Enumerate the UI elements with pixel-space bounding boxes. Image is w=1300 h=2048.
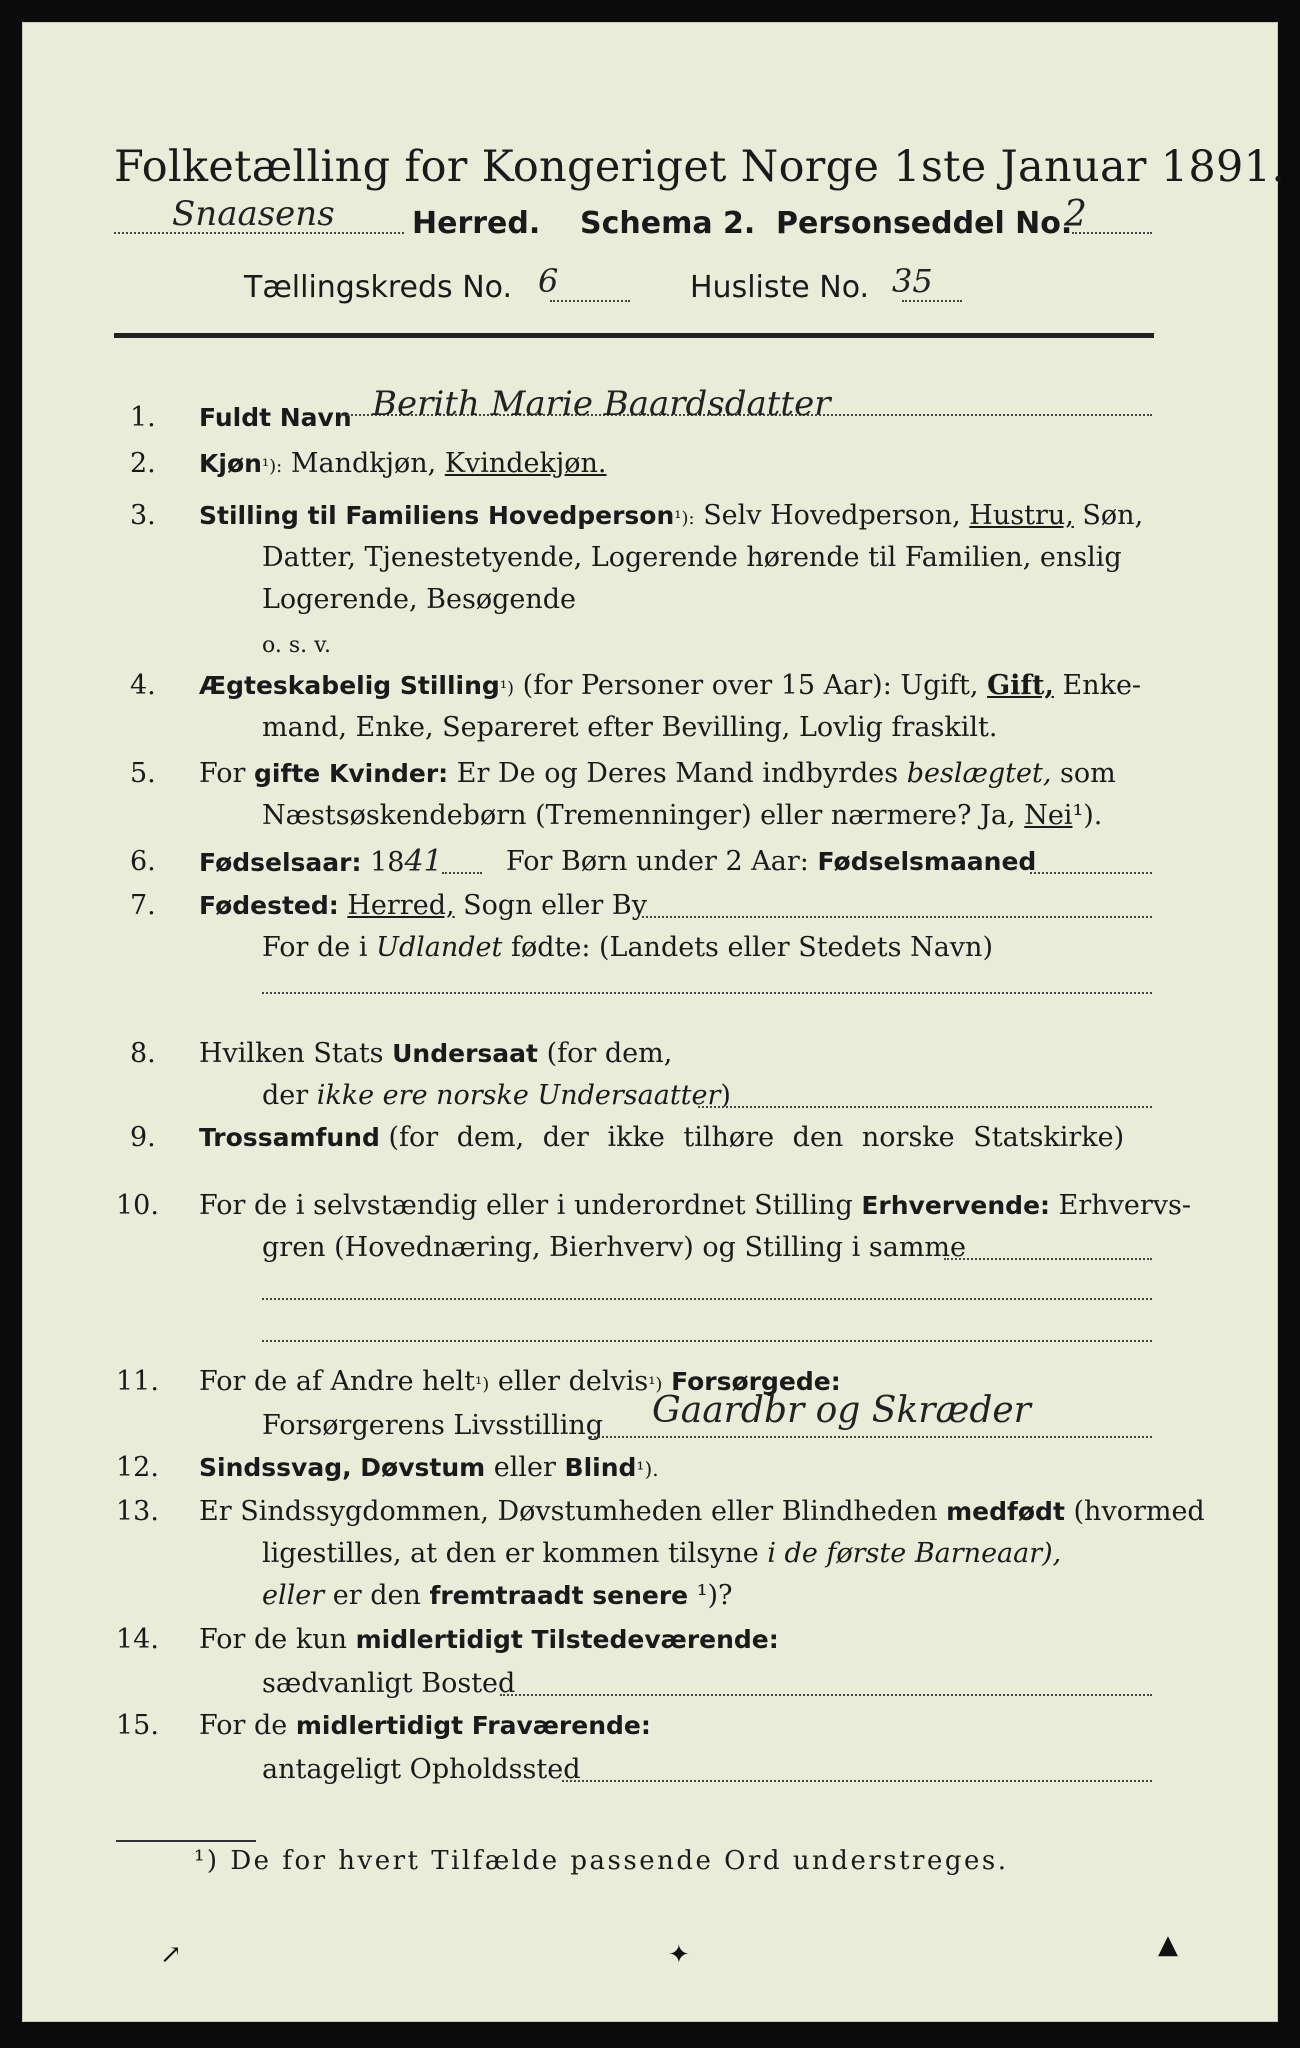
religion-label: Trossamfund <box>199 1123 380 1152</box>
item-number: 6. <box>130 846 156 877</box>
birthplace-label: Fødested: <box>199 891 339 920</box>
text: For de i selvstændig eller i underordnet Stilling <box>199 1190 853 1221</box>
birth-year-label: Fødselsaar: <box>199 848 362 877</box>
text: der <box>262 1080 309 1111</box>
item-12-text <box>199 1450 659 1487</box>
option-herred: Herred, <box>347 890 455 921</box>
text: For de kun <box>199 1624 347 1655</box>
provider-occupation-value: Gaardbr og Skræder <box>652 1390 1031 1431</box>
sup: ¹): <box>261 456 283 477</box>
text: ¹). <box>1072 800 1103 831</box>
herred-label: Herred. <box>412 206 541 241</box>
citizenship-label: Undersaat <box>392 1039 538 1068</box>
item-9-text <box>199 1120 1124 1156</box>
temporary-absent-label: midlertidigt Fraværende: <box>295 1711 651 1740</box>
item-2-text <box>199 446 606 485</box>
item-8-line-1 <box>199 1036 672 1072</box>
occupation-dotline-3 <box>262 1340 1152 1342</box>
sex-label: Kjøn <box>199 449 262 478</box>
option-text: (for Personer over 15 Aar): Ugift, <box>522 670 979 701</box>
acquired-later-label: fremtraadt senere <box>429 1581 689 1610</box>
option-text: Søn, <box>1082 500 1144 531</box>
birth-year-prefix: 18 <box>370 847 405 878</box>
birth-month-dotline <box>1030 872 1152 874</box>
sex-option-female: Kvindekjøn. <box>444 448 607 479</box>
option-text: Enke- <box>1062 670 1142 701</box>
dependents-label: Forsørgede: <box>671 1367 841 1396</box>
married-women-label: gifte Kvinder: <box>254 759 449 788</box>
family-position-label: Stilling til Familiens Hovedperson <box>199 501 675 530</box>
text: Er Sindssygdommen, Døvstumheden eller Blindheden <box>199 1496 938 1527</box>
text: For <box>199 758 246 789</box>
text: beslægtet, <box>906 758 1052 789</box>
full-name-value: Berith Marie Baardsdatter <box>372 384 831 424</box>
text <box>262 1078 731 1114</box>
item-number: 1. <box>130 402 156 433</box>
occupation-dotline-2 <box>262 1298 1152 1300</box>
husliste-label: Husliste No. <box>690 270 870 305</box>
item-3-line-1 <box>199 498 1143 537</box>
text: i de første Barneaar), <box>767 1538 1062 1569</box>
text: er den <box>332 1580 421 1611</box>
census-form <box>22 22 1286 2022</box>
sup: ¹). <box>636 1457 659 1481</box>
option-nei: Nei <box>1024 800 1073 831</box>
item-number: 3. <box>130 500 156 531</box>
item-7-text <box>199 888 647 924</box>
item-number: 4. <box>130 670 156 701</box>
text: eller <box>493 1452 556 1483</box>
citizenship-dotline <box>698 1106 1152 1108</box>
herred-value: Snaasens <box>172 194 335 234</box>
personseddel-dotline <box>1072 232 1152 234</box>
husliste-dotline <box>902 300 962 302</box>
text: For de af Andre helt <box>199 1366 476 1397</box>
text <box>262 1536 1061 1572</box>
text <box>262 798 1102 834</box>
option-text: Logerende, Besøgende <box>262 584 576 615</box>
text: (for dem, der ikke tilhøre den norske Statskirke) <box>388 1122 1125 1153</box>
option-text: o. s. v. <box>262 633 331 658</box>
sup: ¹) <box>648 1374 663 1395</box>
corner-mark-right: ▲ <box>1158 1930 1178 1960</box>
corner-mark-left: ↗ <box>160 1940 182 1970</box>
option-text: Datter, Tjenestetyende, Logerende hørende til Familien, enslig <box>262 542 1122 573</box>
usual-residence-dotline <box>500 1694 1152 1696</box>
temporary-present-label: midlertidigt Tilstedeværende: <box>355 1625 779 1654</box>
text: For de i <box>262 932 368 963</box>
option-hustru: Hustru, <box>969 500 1074 531</box>
birth-year-dotline <box>442 872 482 874</box>
text: gren (Hovednæring, Bierhverv) og Stilling i samme <box>262 1232 967 1263</box>
foreign-birthplace-dotline <box>262 992 1152 994</box>
text: Næstsøskendebørn (Tremenninger) eller nærmere? Ja, <box>262 800 1016 831</box>
text: Udlandet <box>376 932 503 963</box>
birth-month-label: Fødselsmaaned <box>817 847 1037 876</box>
disability-label: Sindssvag, Døvstum <box>199 1453 486 1482</box>
provider-occupation-label: Forsørgerens Livsstilling <box>262 1410 604 1441</box>
text: Erhvervs- <box>1058 1190 1192 1221</box>
blind-label: Blind <box>564 1453 637 1482</box>
page-title: Folketælling for Kongeriget Norge 1ste Januar 1891. <box>114 142 1286 192</box>
text: Hvilken Stats <box>199 1038 384 1069</box>
husliste-value: 35 <box>892 262 933 300</box>
congenital-label: medfødt <box>946 1497 1065 1526</box>
corner-mark-center: ✦ <box>668 1940 690 1970</box>
presumed-residence-dotline <box>562 1780 1152 1782</box>
text <box>262 930 993 966</box>
text: ligestilles, at den er kommen tilsyne <box>262 1538 759 1569</box>
presumed-residence-label: antageligt Opholdssted <box>262 1754 581 1785</box>
personseddel-label: Personseddel No. <box>776 206 1073 241</box>
text <box>262 1578 733 1614</box>
text: ) <box>720 1080 731 1111</box>
sup: ¹) <box>475 1374 490 1395</box>
occupation-dotline-1 <box>944 1258 1152 1260</box>
text: ikke ere norske Undersaatter <box>316 1080 721 1111</box>
item-4-line-1 <box>199 668 1141 707</box>
sup: ¹): <box>674 508 695 529</box>
item-number: 9. <box>130 1122 156 1153</box>
text: Sogn eller By <box>463 890 647 921</box>
item-number: 5. <box>130 758 156 789</box>
sup: ¹) <box>499 678 515 699</box>
item-14-line-1 <box>199 1622 779 1658</box>
item-number: 14. <box>116 1624 159 1655</box>
text: (hvormed <box>1073 1496 1205 1527</box>
text: ¹)? <box>696 1580 733 1611</box>
footnote-rule <box>116 1840 256 1842</box>
usual-residence-label: sædvanligt Bosted <box>262 1668 516 1699</box>
text: (for dem, <box>546 1038 673 1069</box>
item-number: 10. <box>116 1190 159 1221</box>
item-5-line-1 <box>199 756 1116 792</box>
text: fødte: (Landets eller Stedets Navn) <box>510 932 993 963</box>
provider-dotline <box>590 1436 1152 1438</box>
sex-option-male: Mandkjøn, <box>290 448 437 479</box>
footnote: ¹) De for hvert Tilfælde passende Ord understreges. <box>194 1846 1009 1876</box>
kreds-value: 6 <box>538 262 559 300</box>
item-13-line-1 <box>199 1494 1205 1530</box>
text: eller <box>262 1580 325 1611</box>
marital-status-label: Ægteskabelig Stilling <box>199 671 500 700</box>
item-10-line-1 <box>199 1188 1191 1224</box>
text: som <box>1060 758 1116 789</box>
text: eller delvis <box>497 1366 649 1397</box>
item-number: 13. <box>116 1496 159 1527</box>
item-number: 15. <box>116 1710 159 1741</box>
item-number: 12. <box>116 1452 159 1483</box>
schema-label: Schema 2. <box>580 206 756 241</box>
item-15-line-1 <box>199 1708 651 1744</box>
item-6-mid <box>506 844 1036 880</box>
kreds-dotline <box>550 300 630 302</box>
option-text: Selv Hovedperson, <box>703 500 961 531</box>
option-gift: Gift, <box>987 670 1054 701</box>
full-name-label: Fuldt Navn <box>199 403 352 432</box>
birth-year-value: 41 <box>404 844 443 879</box>
item-number: 2. <box>130 448 156 479</box>
kreds-label: Tællingskreds No. <box>244 270 512 305</box>
item-number: 8. <box>130 1038 156 1069</box>
occupation-label: Erhvervende: <box>861 1191 1051 1220</box>
item-number: 7. <box>130 890 156 921</box>
header-rule <box>114 333 1154 338</box>
item-number: 11. <box>116 1366 159 1397</box>
item-6-text <box>199 844 443 881</box>
text: Er De og Deres Mand indbyrdes <box>456 758 899 789</box>
option-text: mand, Enke, Separeret efter Bevilling, Lovlig fraskilt. <box>262 712 998 743</box>
birthplace-dotline <box>642 916 1152 918</box>
personseddel-value: 2 <box>1064 194 1087 235</box>
text: For de <box>199 1710 288 1741</box>
text: For Børn under 2 Aar: <box>506 846 809 877</box>
